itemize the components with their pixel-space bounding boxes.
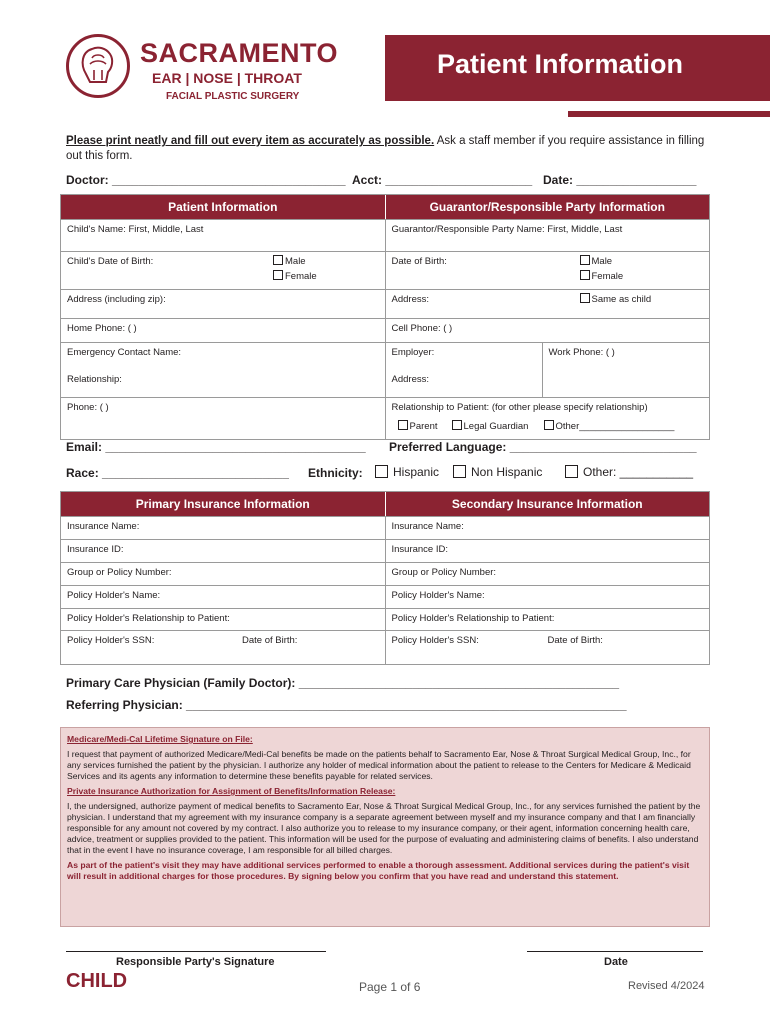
male-label: Male	[285, 256, 306, 267]
male-label: Male	[591, 256, 613, 267]
primary-insurance-header: Primary Insurance Information	[135, 497, 310, 511]
secondary-holder-name-field[interactable]: Policy Holder's Name:	[385, 586, 710, 608]
employer-address-field[interactable]: Address:	[391, 374, 429, 385]
relationship-field[interactable]: Relationship:	[67, 374, 122, 385]
checkbox-icon[interactable]	[544, 420, 554, 430]
preferred-language-field[interactable]: Preferred Language: ____________________________	[389, 440, 697, 454]
guarantor-female-checkbox[interactable]	[580, 270, 624, 282]
guarantor-info-header: Guarantor/Responsible Party Information	[385, 195, 710, 219]
checkbox-icon[interactable]	[273, 270, 283, 280]
child-female-checkbox[interactable]	[273, 270, 317, 282]
primary-ssn-cell[interactable]	[61, 631, 385, 664]
date-field[interactable]: Date: __________________	[543, 173, 697, 187]
female-label: Female	[591, 271, 624, 282]
other-relationship-checkbox[interactable]	[544, 420, 675, 432]
primary-holder-relationship-field[interactable]: Policy Holder's Relationship to Patient:	[67, 613, 230, 624]
consent-box	[60, 727, 710, 927]
patient-info-table	[60, 194, 710, 440]
checkbox-icon[interactable]	[273, 255, 283, 265]
non-hispanic-label: Non Hispanic	[471, 465, 543, 479]
patient-info-header: Patient Information	[168, 200, 278, 214]
guarantor-name-field[interactable]: Guarantor/Responsible Party Name: First, Middle, Last	[385, 220, 710, 251]
brand-subtitle: FACIAL PLASTIC SURGERY	[166, 91, 300, 102]
primary-ssn-label: Policy Holder's SSN:	[67, 635, 155, 646]
signature-date-label: Date	[604, 956, 628, 968]
checkbox-icon[interactable]	[565, 465, 578, 478]
signature-label: Responsible Party's Signature	[116, 956, 275, 968]
checkbox-icon[interactable]	[580, 270, 590, 280]
guarantor-dob-label: Date of Birth:	[391, 256, 447, 267]
ethnicity-label: Ethnicity:	[308, 466, 363, 480]
brand-name: SACRAMENTO	[140, 38, 339, 68]
signature-line[interactable]	[66, 951, 326, 952]
parent-checkbox[interactable]	[398, 420, 438, 432]
legal-guardian-label: Legal Guardian	[463, 421, 529, 432]
secondary-insurance-name-field[interactable]: Insurance Name:	[385, 517, 710, 539]
primary-holder-name-field[interactable]: Policy Holder's Name:	[67, 590, 161, 601]
child-male-checkbox[interactable]	[273, 255, 306, 267]
other-ethnicity-checkbox[interactable]	[565, 465, 693, 479]
work-phone-field[interactable]: Work Phone: ( )	[548, 347, 615, 358]
same-as-child-label: Same as child	[591, 294, 652, 305]
emergency-contact-field[interactable]: Emergency Contact Name:	[67, 347, 182, 358]
doctor-field[interactable]: Doctor: ___________________________________	[66, 173, 346, 187]
parent-label: Parent	[409, 421, 438, 432]
other-ethnicity-label: Other: ___________	[583, 465, 694, 479]
hispanic-label: Hispanic	[393, 465, 440, 479]
secondary-holder-dob-label: Date of Birth:	[547, 635, 603, 646]
secondary-insurance-header: Secondary Insurance Information	[385, 492, 710, 516]
checkbox-icon[interactable]	[580, 255, 590, 265]
secondary-insurance-id-field[interactable]: Insurance ID:	[385, 540, 710, 562]
guarantor-male-checkbox[interactable]	[580, 255, 613, 267]
non-hispanic-checkbox[interactable]	[453, 465, 542, 479]
revised-date: Revised 4/2024	[628, 980, 705, 992]
brand-specialty: EAR | NOSE | THROAT	[152, 70, 302, 86]
childs-name-field[interactable]: Child's Name: First, Middle, Last	[67, 224, 204, 235]
employer-column	[386, 343, 543, 397]
patient-table-header	[61, 195, 709, 219]
same-as-child-checkbox[interactable]	[580, 293, 652, 305]
intro-rest: Ask a staff member if you require assistance in filling out this form.	[66, 135, 705, 162]
checkbox-icon[interactable]	[453, 465, 466, 478]
relationship-to-patient-cell	[385, 398, 710, 439]
page-number: Page 1 of 6	[359, 980, 421, 994]
hispanic-checkbox[interactable]	[375, 465, 439, 479]
page-title: Patient Information	[437, 49, 684, 79]
race-field[interactable]: Race: ____________________________	[66, 466, 289, 480]
secondary-ssn-label: Policy Holder's SSN:	[391, 635, 479, 646]
employer-field[interactable]: Employer:	[391, 347, 435, 358]
home-phone-field[interactable]: Home Phone: ( )	[67, 323, 137, 334]
secondary-ssn-cell[interactable]	[385, 631, 710, 664]
title-accent-bar	[568, 111, 770, 117]
intro-emphasis: Please print neatly and fill out every item as accurately as possible.	[66, 135, 435, 147]
cell-phone-field[interactable]: Cell Phone: ( )	[385, 319, 710, 342]
other-relationship-label: Other__________________	[555, 421, 675, 432]
logo-head-icon	[66, 34, 130, 98]
insurance-table-header	[61, 492, 709, 516]
childs-dob-label: Child's Date of Birth:	[67, 256, 154, 267]
legal-guardian-checkbox[interactable]	[452, 420, 529, 432]
checkbox-icon[interactable]	[375, 465, 388, 478]
primary-insurance-id-field[interactable]: Insurance ID:	[67, 544, 124, 555]
additional-services-text: As part of the patient's visit they may have additional services performed to enable a thorough assessment. Additional services during the patient's visit will result in additional charges for those procedures. By signing below you confirm that you have read and understand this statement.	[67, 860, 690, 881]
checkbox-icon[interactable]	[452, 420, 462, 430]
employer-cell	[385, 343, 710, 397]
primary-holder-dob-label: Date of Birth:	[242, 635, 298, 646]
primary-insurance-name-field[interactable]: Insurance Name:	[67, 521, 140, 532]
emergency-contact-cell	[61, 343, 385, 397]
acct-field[interactable]: Acct: ______________________	[352, 173, 533, 187]
phone-field[interactable]: Phone: ( )	[67, 402, 109, 413]
primary-group-number-field[interactable]: Group or Policy Number:	[67, 567, 172, 578]
guarantor-address-label: Address:	[391, 294, 429, 305]
secondary-holder-relationship-field[interactable]: Policy Holder's Relationship to Patient:	[385, 609, 710, 630]
guarantor-dob-cell	[385, 252, 710, 289]
female-label: Female	[285, 271, 317, 282]
patient-address-field[interactable]: Address (including zip):	[67, 294, 166, 305]
guarantor-address-cell	[385, 290, 710, 318]
secondary-group-number-field[interactable]: Group or Policy Number:	[385, 563, 710, 585]
relationship-to-patient-label: Relationship to Patient: (for other please specify relationship)	[391, 402, 648, 413]
primary-care-physician-field[interactable]: Primary Care Physician (Family Doctor): ________________________________________________	[66, 676, 620, 690]
checkbox-icon[interactable]	[398, 420, 408, 430]
signature-date-line[interactable]	[527, 951, 703, 952]
private-insurance-text: I, the undersigned, authorize payment of medical benefits to Sacramento Ear, Nose & Throat Surgical Medical Group, Inc., for any services furnished the patient by the physician. I understand that my agreement with my insurance company is a separate agreement between myself and my insurance company and that I am financially responsible for any amount not covered by my contract. I also authorize you to release to my insurance company, or their agent, information concerning health care, advice, treatment or supplies provided to the patient. This information will be used for the purpose of evaluating and administering claims of benefits. I also understand that in the event I have no insurance coverage, I am responsible for all billed charges.	[67, 801, 701, 855]
email-field[interactable]: Email: _______________________________________	[66, 440, 366, 454]
referring-physician-field[interactable]: Referring Physician: __________________________________________________________________	[66, 698, 627, 712]
checkbox-icon[interactable]	[580, 293, 590, 303]
insurance-table	[60, 491, 710, 665]
medicare-text: I request that payment of authorized Medicare/Medi-Cal benefits be made on the patients behalf to Sacramento Ear, Nose & Throat Surgical Medical Group, Inc., for any services furnished the patient by the physician. I authorize any holder of medical information about the patient to release to the Centers for Medicare & Medicaid Services and its agents any information to determine these benefits payable for related services.	[67, 749, 691, 781]
intro-text	[66, 134, 716, 164]
medicare-heading: Medicare/Medi-Cal Lifetime Signature on File:	[67, 734, 253, 744]
child-form-label: CHILD	[66, 970, 128, 992]
private-insurance-heading: Private Insurance Authorization for Assignment of Benefits/Information Release:	[67, 786, 396, 796]
childs-dob-cell	[61, 252, 385, 289]
